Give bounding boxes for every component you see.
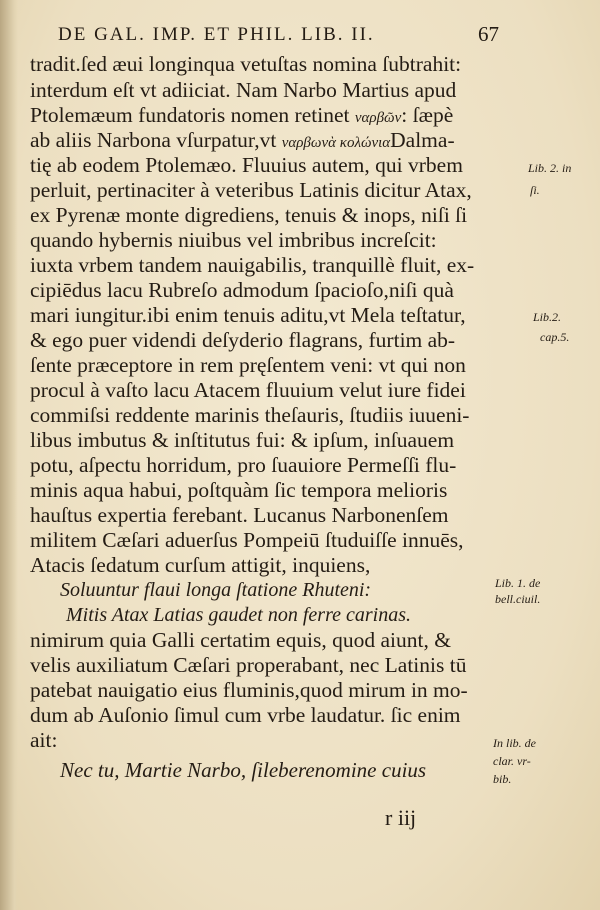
line-text: iuxta vrbem tandem nauigabilis, tranquillè fluit, ex- bbox=[30, 253, 475, 277]
text-line bbox=[30, 52, 461, 76]
line-text: ab aliis Narbona vſurpatur,vt bbox=[30, 128, 282, 152]
line-text: tradit.ſed æui longinqua vetuſtas nomina ſubtrahit: bbox=[30, 52, 462, 76]
text-line bbox=[30, 478, 447, 502]
text-line bbox=[66, 603, 411, 627]
line-text: ex Pyrenæ monte digrediens, tenuis & inops, niſi ſi bbox=[30, 203, 468, 227]
line-text: militem Cæſari aduerſus Pompeiū ſtuduiſſe innuēs, bbox=[30, 528, 464, 552]
text-line bbox=[30, 328, 455, 352]
line-text: Mitis Atax Latias gaudet non ferre carinas. bbox=[66, 604, 411, 626]
line-text: nimirum quia Galli certatim equis, quod aiunt, & bbox=[30, 628, 451, 652]
marginal-note: ſi. bbox=[530, 183, 540, 197]
text-line bbox=[30, 703, 461, 727]
greek-word: ναρβωνὰ κολώνια bbox=[281, 135, 391, 151]
text-line bbox=[30, 728, 57, 752]
line-text: procul à vaſto lacu Atacem fluuium velut iure fidei bbox=[30, 378, 466, 402]
signature-mark: r iij bbox=[385, 805, 417, 830]
line-text: velis auxiliatum Cæſari properabant, nec Latinis tū bbox=[30, 653, 467, 677]
line-text: & ego puer videndi deſyderio flagrans, furtim ab- bbox=[30, 328, 456, 352]
marginal-note: In lib. de bbox=[493, 736, 536, 750]
line-text-continued: : ſæpè bbox=[401, 103, 454, 127]
line-text: commiſsi reddente marinis theſauris, ſtudiis iuueni- bbox=[30, 403, 470, 427]
line-text-continued: Dalma- bbox=[390, 128, 455, 152]
page-number: 67 bbox=[478, 22, 499, 46]
line-text: quando hybernis niuibus vel imbribus increſcit: bbox=[30, 228, 437, 252]
line-text: Atacis ſedatum curſum attigit, inquiens, bbox=[30, 553, 371, 577]
text-line bbox=[30, 678, 468, 702]
text-line bbox=[30, 528, 464, 552]
text-line bbox=[30, 103, 453, 130]
text-line bbox=[30, 278, 454, 302]
line-text: ait: bbox=[30, 728, 58, 752]
line-text: Nec tu, Martie Narbo, ſileberenomine cuius bbox=[60, 758, 427, 782]
text-line bbox=[30, 128, 455, 155]
line-text: ſente præceptore in rem pręſentem veni: vt qui non bbox=[30, 353, 466, 377]
text-line bbox=[30, 628, 451, 652]
line-text: patebat nauigatio eius fluminis,quod mirum in mo- bbox=[30, 678, 468, 702]
text-line bbox=[30, 378, 466, 402]
text-line bbox=[30, 503, 448, 527]
text-line bbox=[30, 428, 454, 452]
page-gutter bbox=[0, 0, 18, 910]
text-line bbox=[30, 453, 456, 477]
text-line bbox=[30, 178, 472, 202]
text-line bbox=[30, 228, 437, 252]
line-text: Soluuntur flaui longa ſtatione Rhuteni: bbox=[60, 579, 372, 601]
marginal-note: cap.5. bbox=[540, 330, 570, 344]
text-line bbox=[30, 403, 469, 427]
text-line bbox=[30, 203, 467, 227]
marginal-note: Lib. 1. de bbox=[495, 576, 541, 590]
line-text: libus imbutus & inſtitutus fui: & ipſum, inſuauem bbox=[30, 428, 455, 452]
text-line bbox=[30, 303, 466, 327]
text-line bbox=[60, 758, 426, 782]
greek-word: ναρβῶν bbox=[354, 110, 402, 126]
marginal-note: clar. vr- bbox=[493, 754, 531, 768]
marginal-note: bib. bbox=[493, 772, 512, 786]
running-title: DE GAL. IMP. ET PHIL. LIB. II. bbox=[58, 24, 375, 45]
line-text: minis aqua habui, poſtquàm ſic tempora melioris bbox=[30, 478, 448, 502]
line-text: Ptolemæum fundatoris nomen retinet bbox=[30, 103, 355, 127]
marginal-note: Lib.2. bbox=[533, 310, 562, 324]
text-line bbox=[30, 78, 456, 102]
line-text: potu, aſpectu horridum, pro ſuauiore Permeſſi flu- bbox=[30, 453, 457, 477]
text-line bbox=[30, 553, 370, 577]
text-line bbox=[30, 153, 463, 177]
text-line bbox=[60, 578, 371, 602]
text-line bbox=[30, 353, 466, 377]
line-text: dum ab Auſonio ſimul cum vrbe laudatur. ſic enim bbox=[30, 703, 461, 727]
line-text: mari iungitur.ibi enim tenuis aditu,vt Mela teſtatur, bbox=[30, 303, 466, 327]
line-text: interdum eſt vt adiiciat. Nam Narbo Martius apud bbox=[30, 78, 457, 102]
line-text: hauſtus expertia ferebant. Lucanus Narbonenſem bbox=[30, 503, 449, 527]
line-text: cipiēdus lacu Rubreſo admodum ſpacioſo,niſi quà bbox=[30, 278, 454, 302]
text-line bbox=[30, 253, 474, 277]
line-text: perluit, pertinaciter à veteribus Latinis dicitur Atax, bbox=[30, 178, 472, 202]
line-text: tię ab eodem Ptolemæo. Fluuius autem, qui vrbem bbox=[30, 153, 463, 177]
marginal-note: bell.ciuil. bbox=[495, 592, 541, 606]
text-line bbox=[30, 653, 466, 677]
marginal-note: Lib. 2. in bbox=[528, 161, 572, 175]
